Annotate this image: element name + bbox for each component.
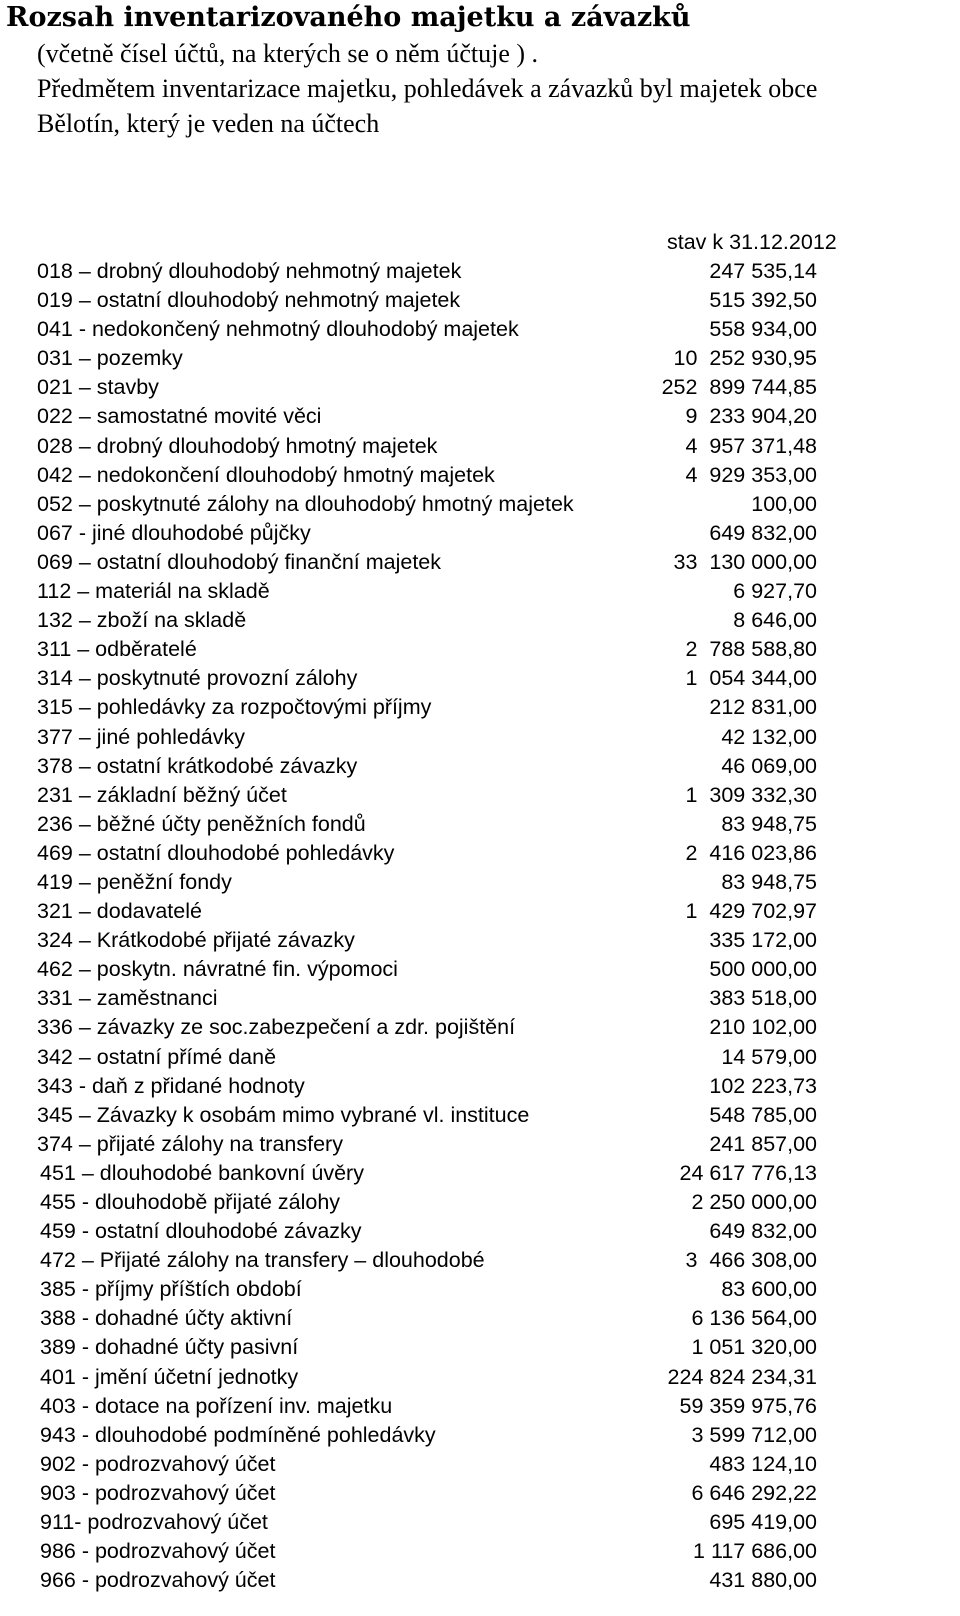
- account-value: 210 102,00: [709, 1015, 817, 1040]
- account-value: 6 927,70: [733, 579, 817, 604]
- account-row: [0, 374, 960, 403]
- account-value: 1 054 344,00: [685, 666, 817, 691]
- account-label: 451 – dlouhodobé bankovní úvěry: [40, 1160, 364, 1185]
- account-row: [0, 1102, 960, 1131]
- account-label: 321 – dodavatelé: [37, 899, 202, 924]
- account-value: 649 832,00: [709, 520, 817, 545]
- account-value: 1 051 320,00: [691, 1335, 817, 1360]
- account-value: 3 599 712,00: [691, 1422, 817, 1447]
- account-label: 342 – ostatní přímé daně: [37, 1044, 277, 1069]
- document-title: Rozsah inventarizovaného majetku a závazků: [6, 2, 691, 33]
- account-row: [0, 927, 960, 956]
- account-value: 335 172,00: [709, 928, 817, 953]
- account-row: [0, 549, 960, 578]
- account-label: 377 – jiné pohledávky: [37, 724, 245, 749]
- account-row: [0, 491, 960, 520]
- account-row: [0, 520, 960, 549]
- account-row: [0, 811, 960, 840]
- account-row: [0, 1334, 960, 1363]
- account-value: 2 250 000,00: [691, 1190, 817, 1214]
- account-row: [0, 724, 960, 753]
- account-value: 8 646,00: [733, 608, 817, 633]
- account-label: 403 - dotace na pořízení inv. majetku: [40, 1393, 393, 1418]
- account-row: [0, 665, 960, 694]
- account-value: 46 069,00: [721, 753, 817, 778]
- account-row: [0, 1567, 960, 1596]
- account-row: [0, 1044, 960, 1073]
- account-value: 3 466 308,00: [685, 1248, 817, 1273]
- account-label: 343 - daň z přidané hodnoty: [37, 1073, 305, 1098]
- account-label: 378 – ostatní krátkodobé závazky: [37, 753, 358, 778]
- account-label: 069 – ostatní dlouhodobý finanční majetek: [37, 549, 442, 574]
- account-value: 102 223,73: [709, 1073, 817, 1098]
- account-row: [0, 1276, 960, 1305]
- account-row: [0, 462, 960, 491]
- account-label: 314 – poskytnuté provozní zálohy: [37, 666, 358, 691]
- account-label: 021 – stavby: [37, 375, 159, 400]
- account-row: [0, 1014, 960, 1043]
- account-row: [0, 1305, 960, 1334]
- account-label: 462 – poskytn. návratné fin. výpomoci: [37, 957, 398, 982]
- account-row: [0, 1422, 960, 1451]
- account-label: 028 – drobný dlouhodobý hmotný majetek: [37, 433, 438, 458]
- account-value: 548 785,00: [709, 1102, 817, 1127]
- account-row: [0, 316, 960, 345]
- account-row: [0, 1218, 960, 1247]
- account-row: [0, 345, 960, 374]
- account-label: 052 – poskytnuté zálohy na dlouhodobý hmotný majetek: [37, 491, 574, 516]
- account-value: 83 948,75: [721, 869, 817, 894]
- account-value: 100,00: [751, 491, 817, 516]
- account-label: 311 – odběratelé: [37, 637, 197, 662]
- account-value: 4 929 353,00: [685, 462, 817, 487]
- account-value: 241 857,00: [709, 1131, 817, 1156]
- account-value: 42 132,00: [721, 724, 817, 749]
- account-label: 374 – přijaté zálohy na transfery: [37, 1131, 343, 1156]
- account-label: 236 – běžné účty peněžních fondů: [37, 811, 366, 836]
- account-label: 112 – materiál na skladě: [37, 579, 270, 604]
- account-row: [0, 1509, 960, 1538]
- account-row: [0, 1073, 960, 1102]
- account-row: [0, 753, 960, 782]
- account-row: [0, 956, 960, 985]
- account-value: 252 899 744,85: [661, 375, 817, 400]
- account-value: 383 518,00: [709, 986, 817, 1011]
- account-value: 431 880,00: [709, 1568, 817, 1593]
- account-row: [0, 1189, 960, 1218]
- account-value: 649 832,00: [709, 1219, 817, 1244]
- account-label: 385 - příjmy příštích období: [40, 1277, 302, 1302]
- account-label: 231 – základní běžný účet: [37, 782, 287, 807]
- account-label: 911- podrozvahový účet: [40, 1510, 268, 1535]
- account-value: 10 252 930,95: [673, 346, 817, 371]
- intro-line: (včetně čísel účtů, na kterých se o něm účtuje ) .: [37, 39, 539, 68]
- account-value: 14 579,00: [721, 1044, 817, 1069]
- account-label: 902 - podrozvahový účet: [40, 1451, 276, 1476]
- account-value: 2 416 023,86: [685, 840, 817, 865]
- account-row: [0, 869, 960, 898]
- account-value: 515 392,50: [709, 288, 817, 313]
- account-row: [0, 578, 960, 607]
- account-row: [0, 840, 960, 869]
- account-value: 558 934,00: [709, 317, 817, 342]
- account-label: 022 – samostatné movité věci: [37, 404, 322, 429]
- account-value: 247 535,14: [709, 259, 817, 283]
- account-label: 324 – Krátkodobé přijaté závazky: [37, 928, 355, 953]
- account-label: 041 - nedokončený nehmotný dlouhodobý majetek: [37, 317, 519, 342]
- account-label: 401 - jmění účetní jednotky: [40, 1364, 299, 1389]
- account-row: [0, 636, 960, 665]
- account-label: 388 - dohadné účty aktivní: [40, 1306, 293, 1331]
- account-value: 2 788 588,80: [685, 637, 817, 662]
- account-row: [0, 1538, 960, 1567]
- account-value: 6 646 292,22: [691, 1480, 817, 1505]
- account-label: 132 – zboží na skladě: [37, 608, 247, 633]
- account-label: 019 – ostatní dlouhodobý nehmotný majetek: [37, 288, 461, 313]
- account-label: 469 – ostatní dlouhodobé pohledávky: [37, 840, 395, 865]
- account-row: [0, 1364, 960, 1393]
- account-row: [0, 694, 960, 723]
- account-label: 067 - jiné dlouhodobé půjčky: [37, 520, 311, 545]
- account-value: 500 000,00: [709, 957, 817, 982]
- account-value: 483 124,10: [709, 1451, 817, 1476]
- account-value: 33 130 000,00: [673, 549, 817, 574]
- account-value: 9 233 904,20: [685, 404, 817, 429]
- account-label: 903 - podrozvahový účet: [40, 1480, 276, 1505]
- account-value: 4 957 371,48: [685, 433, 817, 458]
- account-label: 459 - ostatní dlouhodobé závazky: [40, 1219, 362, 1244]
- account-value: 83 600,00: [721, 1277, 817, 1302]
- account-row: [0, 258, 960, 287]
- account-value: 212 831,00: [709, 695, 817, 720]
- account-row: [0, 782, 960, 811]
- account-row: [0, 1160, 960, 1189]
- account-value: 24 617 776,13: [679, 1160, 817, 1185]
- account-label: 455 - dlouhodobě přijaté zálohy: [40, 1190, 341, 1214]
- account-row: [0, 1451, 960, 1480]
- account-label: 986 - podrozvahový účet: [40, 1539, 276, 1564]
- account-row: [0, 607, 960, 636]
- account-value: 6 136 564,00: [691, 1306, 817, 1331]
- account-value: 1 117 686,00: [693, 1539, 817, 1564]
- account-value: 59 359 975,76: [679, 1393, 817, 1418]
- account-label: 042 – nedokončení dlouhodobý hmotný majetek: [37, 462, 495, 487]
- intro-paragraph: [37, 36, 817, 141]
- account-row: [0, 287, 960, 316]
- account-label: 018 – drobný dlouhodobý nehmotný majetek: [37, 259, 462, 283]
- account-value: 224 824 234,31: [667, 1364, 817, 1389]
- account-row: [0, 1247, 960, 1276]
- account-value: 1 429 702,97: [685, 899, 817, 924]
- account-row: [0, 1393, 960, 1422]
- account-value: 83 948,75: [721, 811, 817, 836]
- account-label: 966 - podrozvahový účet: [40, 1568, 276, 1593]
- account-label: 943 - dlouhodobé podmíněné pohledávky: [40, 1422, 436, 1447]
- account-row: [0, 433, 960, 462]
- account-label: 331 – zaměstnanci: [37, 986, 218, 1011]
- account-row: [0, 985, 960, 1014]
- account-label: 472 – Přijaté zálohy na transfery – dlouhodobé: [40, 1248, 485, 1273]
- account-label: 336 – závazky ze soc.zabezpečení a zdr. pojištění: [37, 1015, 516, 1040]
- account-label: 031 – pozemky: [37, 346, 183, 371]
- account-row: [0, 403, 960, 432]
- account-row: [0, 1480, 960, 1509]
- account-list: [0, 258, 960, 1596]
- intro-line: Bělotín, který je veden na účtech: [37, 109, 380, 138]
- account-value: 1 309 332,30: [685, 782, 817, 807]
- column-header-balance-date: stav k 31.12.2012: [667, 230, 837, 254]
- account-row: [0, 1131, 960, 1160]
- account-label: 315 – pohledávky za rozpočtovými příjmy: [37, 695, 432, 720]
- account-label: 419 – peněžní fondy: [37, 869, 232, 894]
- account-value: 695 419,00: [709, 1510, 817, 1535]
- account-label: 389 - dohadné účty pasivní: [40, 1335, 299, 1360]
- account-row: [0, 898, 960, 927]
- intro-line: Předmětem inventarizace majetku, pohledávek a závazků byl majetek obce: [37, 74, 818, 103]
- account-label: 345 – Závazky k osobám mimo vybrané vl. instituce: [37, 1102, 530, 1127]
